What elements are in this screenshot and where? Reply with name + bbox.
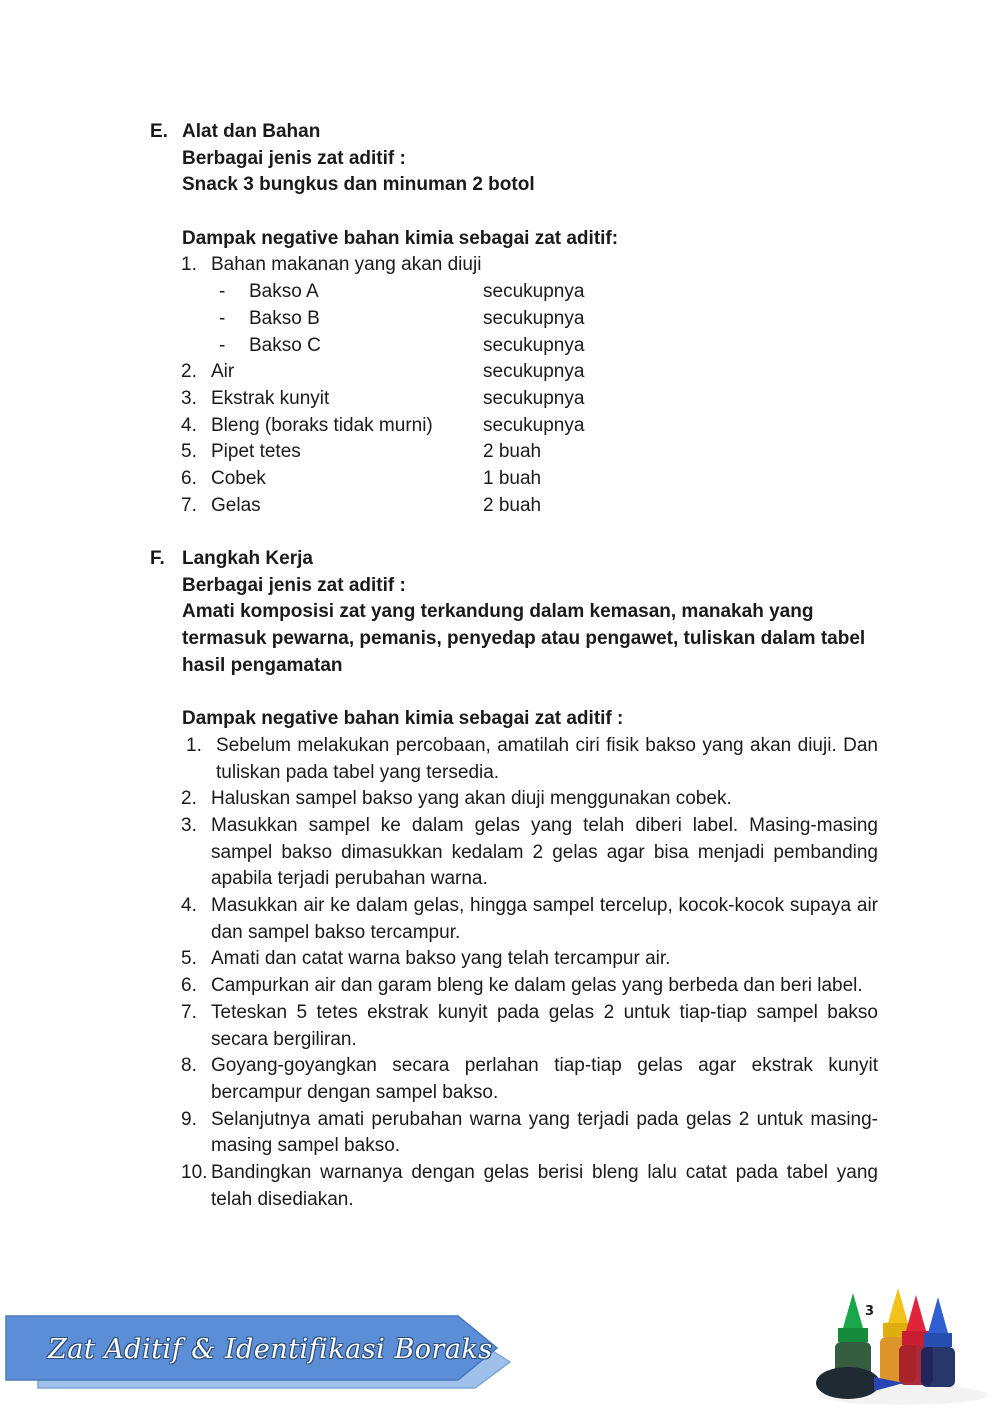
section-f-subtitle: Berbagai jenis zat aditif :	[182, 574, 406, 596]
step-item: 3. Masukkan sampel ke dalam gelas yang telah diberi label. Masing-masing sampel bakso dimasukkan kedalam 2 gelas agar bisa menjadi pembanding apabila terjadi perubahan warna.	[181, 814, 878, 890]
section-e-dampak-heading: Dampak negative bahan kimia sebagai zat aditif:	[182, 227, 619, 249]
section-e-subtitle: Berbagai jenis zat aditif :	[182, 147, 406, 169]
step-item: 7. Teteskan 5 tetes ekstrak kunyit pada gelas 2 untuk tiap-tiap sampel bakso secara bergiliran.	[181, 1001, 878, 1050]
step-item: 8. Goyang-goyangkan secara perlahan tiap-tiap gelas agar ekstrak kunyit bercampur dengan sampel bakso.	[181, 1055, 878, 1103]
section-e-heading	[150, 119, 880, 146]
section-f-title: Langkah Kerja	[182, 548, 313, 569]
section-e-snack-line: Snack 3 bungkus dan minuman 2 botol	[182, 174, 535, 196]
footer-banner-title: Zat Aditif & Identifikasi Boraks	[48, 1334, 493, 1365]
list-item: 5. Pipet tetes 2 buah	[181, 441, 542, 463]
section-f-heading	[150, 546, 880, 573]
section-f-instruction: Amati komposisi zat yang terkandung dalam kemasan, manakah yang termasuk pewarna, pemanis, penyedap atau pengawet, tuliskan dalam tabel hasil pengamatan	[182, 601, 866, 676]
list-item: 2. Air secukupnya	[181, 361, 585, 383]
section-alat-dan-bahan	[150, 119, 880, 519]
step-item: 1. Sebelum melakukan percobaan, amatilah ciri fisik bakso yang akan diuji. Dan tuliskan pada tabel yang tersedia.	[186, 734, 878, 783]
section-e-letter: E.	[150, 121, 168, 142]
section-f-letter: F.	[150, 548, 165, 569]
list-item: 6. Cobek 1 buah	[181, 467, 542, 489]
list-item: 4. Bleng (boraks tidak murni) secukupnya	[181, 414, 585, 436]
step-item: 5. Amati dan catat warna bakso yang telah tercampur air.	[181, 948, 671, 970]
list-item: 7. Gelas 2 buah	[181, 494, 542, 516]
section-langkah-kerja	[150, 546, 880, 1214]
dropper-bottles-illustration	[808, 1283, 988, 1408]
list-item: 1. Bahan makanan yang akan diuji	[181, 254, 482, 276]
list-item: 3. Ekstrak kunyit secukupnya	[181, 387, 585, 409]
step-item: 2. Haluskan sampel bakso yang akan diuji menggunakan cobek.	[181, 788, 732, 810]
step-item: 4. Masukkan air ke dalam gelas, hingga sampel tercelup, kocok-kocok supaya air dan sampel bakso tercampur.	[181, 895, 878, 943]
section-e-title: Alat dan Bahan	[182, 121, 321, 142]
step-item: 10. Bandingkan warnanya dengan gelas berisi bleng lalu catat pada tabel yang telah disediakan.	[181, 1162, 878, 1210]
page-number: 3	[865, 1304, 875, 1319]
sub-list-item: - Bakso B secukupnya	[219, 307, 585, 329]
step-item: 6. Campurkan air dan garam bleng ke dalam gelas yang berbeda dan beri label.	[181, 975, 863, 997]
section-f-dampak-heading: Dampak negative bahan kimia sebagai zat aditif :	[182, 708, 624, 730]
step-item: 9. Selanjutnya amati perubahan warna yang terjadi pada gelas 2 untuk masing-masing sampel bakso.	[181, 1108, 878, 1157]
sub-list-item: - Bakso C secukupnya	[219, 334, 585, 356]
sub-list-item: - Bakso A secukupnya	[219, 281, 585, 303]
